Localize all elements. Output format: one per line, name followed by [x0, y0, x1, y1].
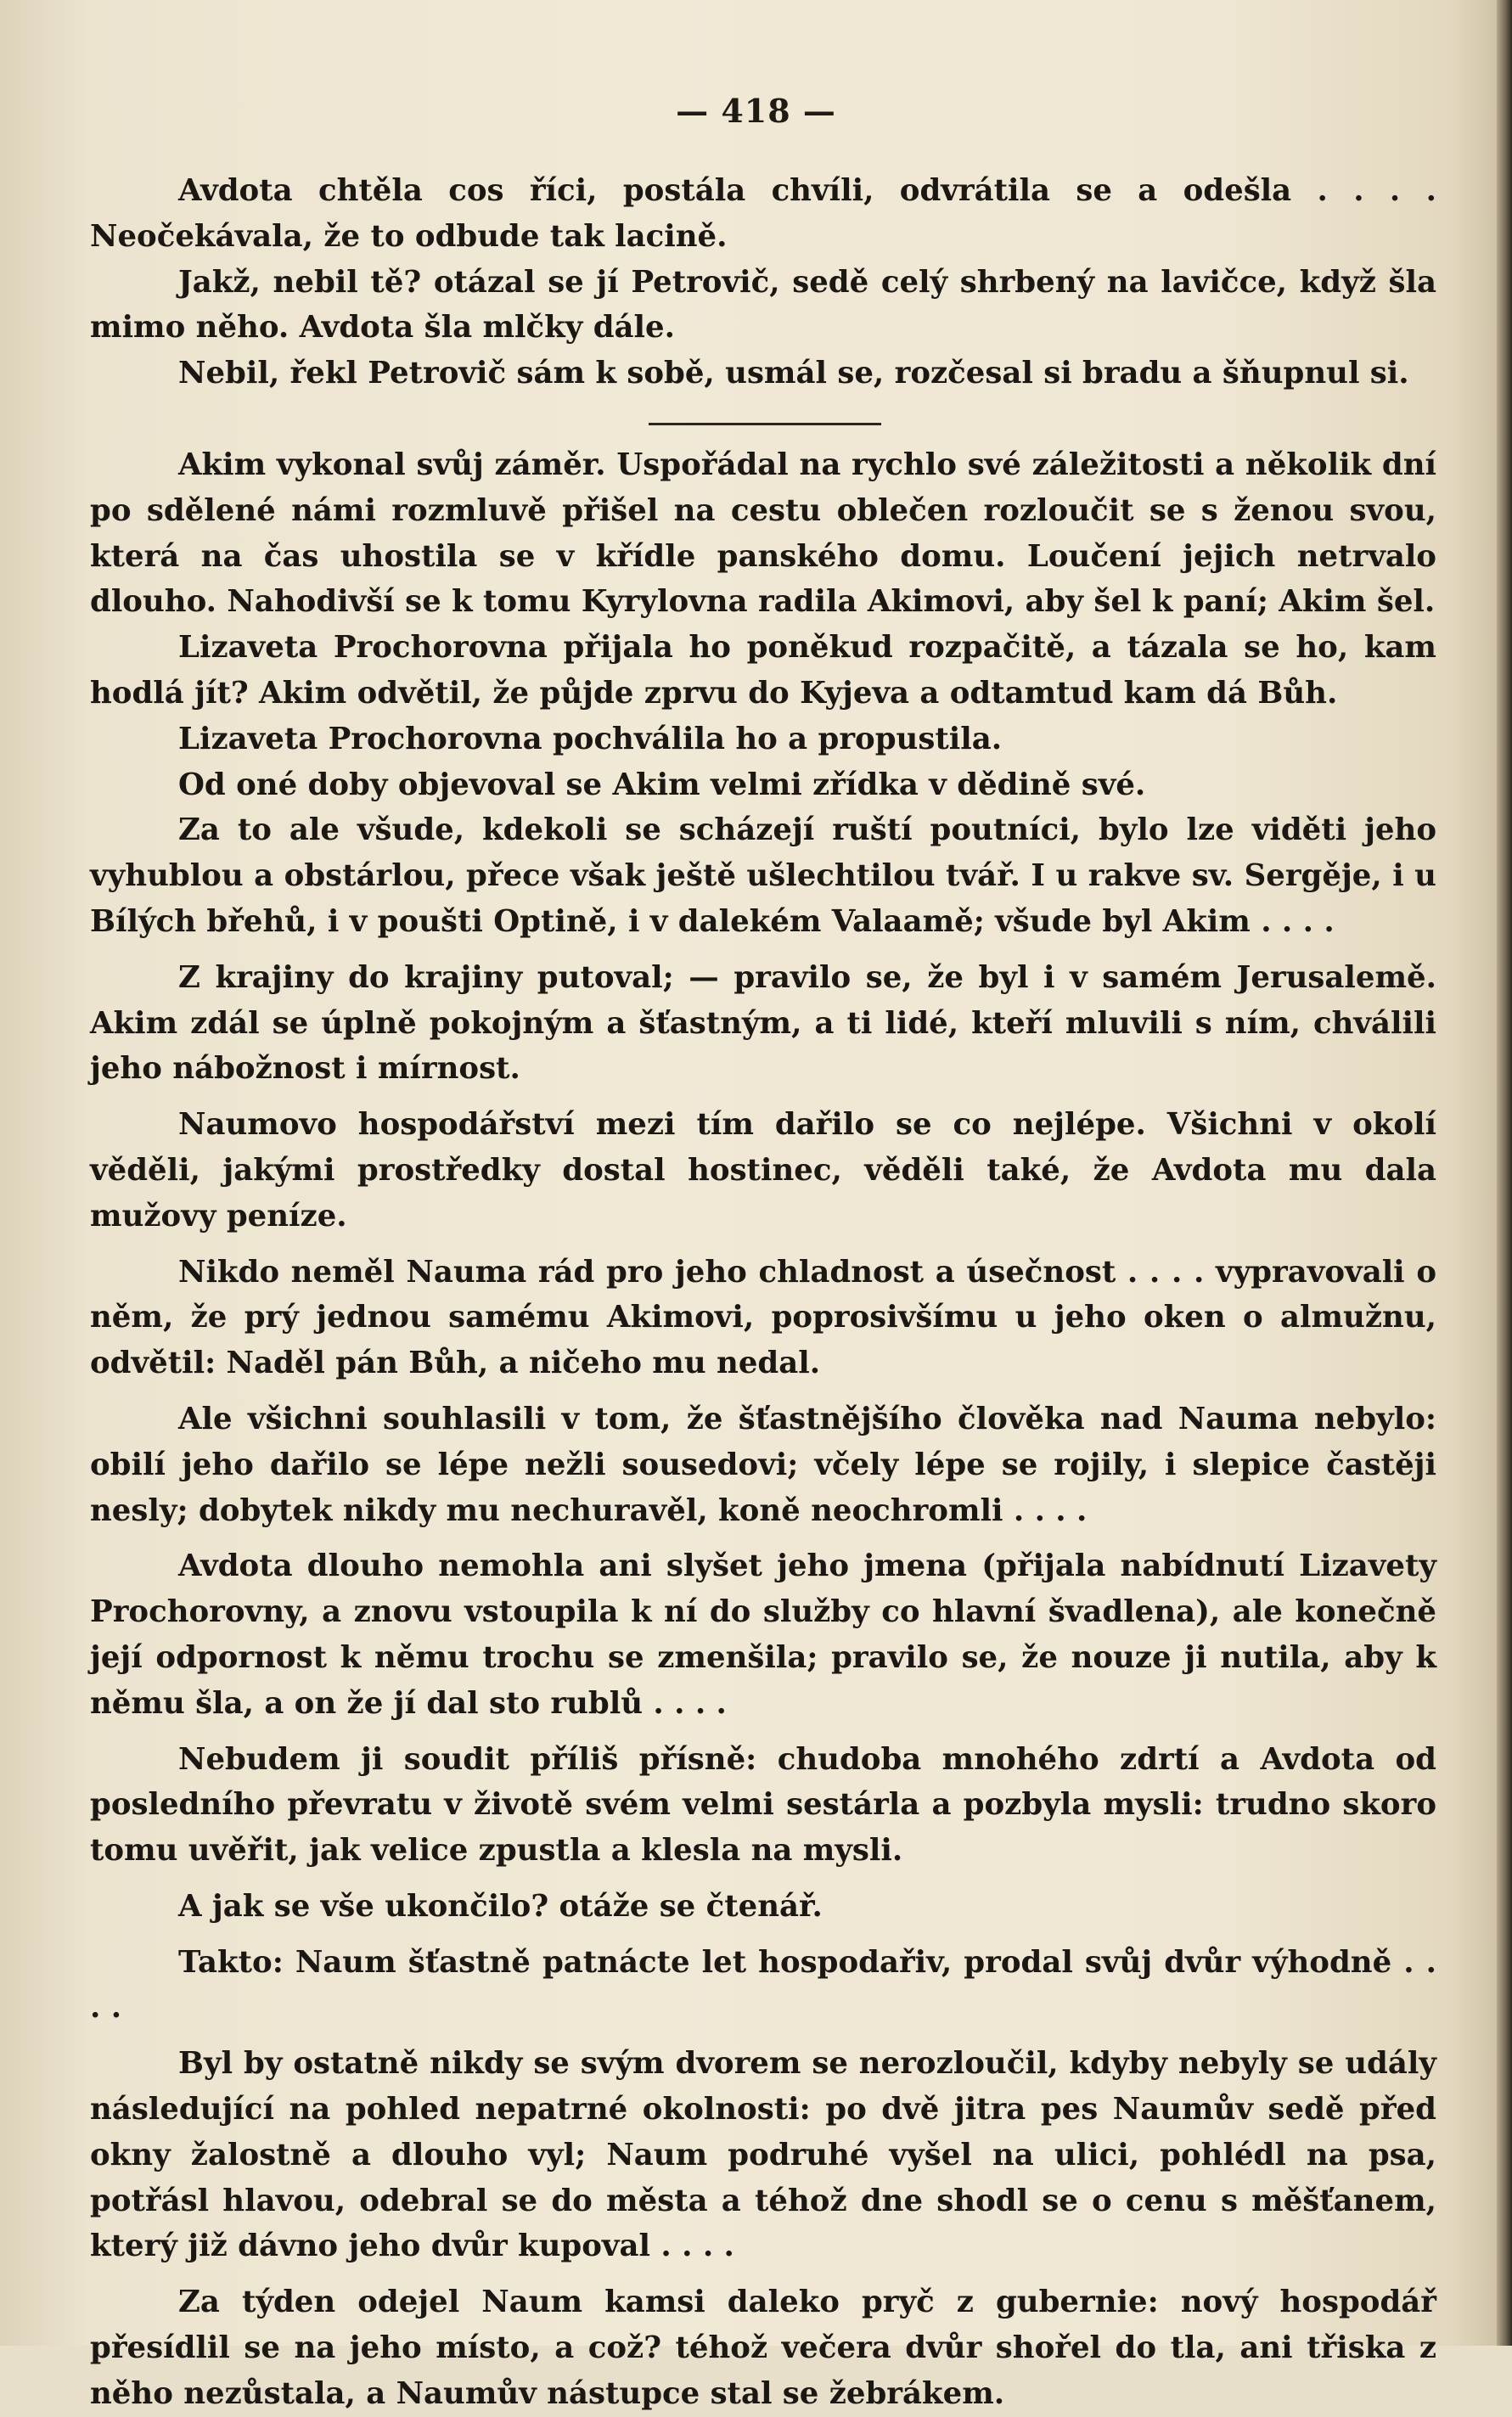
- paragraph: Avdota dlouho nemohla ani slyšet jeho jmena (přijala nabídnutí Lizavety Prochorovny, a znovu vstoupila k ní do služby co hlavní švadlena), ale konečně její odpornost k němu trochu se zmenšila; pravilo se, že nouze ji nutila, aby k němu šla, a on že jí dal sto rublů . . . .: [90, 1549, 1436, 1721]
- paragraph: Takto: Naum šťastně patnácte let hospodařiv, prodal svůj dvůr výhodně . . . .: [90, 1944, 1436, 2026]
- paragraph: A jak se vše ukončilo? otáže se čtenář.: [178, 1888, 823, 1924]
- paragraph: Jakž, nebil tě? otázal se jí Petrovič, sedě celý shrbený na lavičce, když šla mimo něho. Avdota šla mlčky dále.: [90, 264, 1436, 346]
- paragraph: Akim vykonal svůj záměr. Uspořádal na rychlo své záležitosti a několik dní po sdělené námi rozmluvě přišel na cestu oblečen rozloučit se s ženou svou, která na čas uhostila se v křídle panského domu. Loučení jejich netrvalo dlouho. Nahodivší se k tomu Kyrylovna radila Akimovi, aby šel k paní; Akim šel.: [90, 447, 1436, 620]
- paragraph: Lizaveta Prochorovna přijala ho poněkud rozpačitě, a tázala se ho, kam hodlá jít? Akim odvětil, že půjde zprvu do Kyjeva a odtamtud kam dá Bůh.: [90, 630, 1436, 711]
- paragraph: Avdota chtěla cos říci, postála chvíli, odvrátila se a odešla . . . . Neočekávala, že to odbude tak lacině.: [90, 173, 1436, 254]
- page-binding-edge: [1497, 0, 1512, 2346]
- paragraph: Byl by ostatně nikdy se svým dvorem se nerozloučil, kdyby nebyly se udály následující na pohled nepatrné okolnosti: po dvě jitra pes Naumův sedě před okny žalostně a dlouho vyl; Naum podruhé vyšel na ulici, pohlédl na psa, potřásl hlavou, odebral se do města a téhož dne shodl se o cenu s měšťanem, který již dávno jeho dvůr kupoval . . . .: [90, 2046, 1436, 2264]
- paragraph: Za to ale všude, kdekoli se scházejí ruští poutníci, bylo lze viděti jeho vyhublou a obstárlou, přece však ještě ušlechtilou tvář. I u rakve sv. Sergěje, i u Bílých břehů, i v poušti Optině, i v dalekém Valaamě; všude byl Akim . . . .: [90, 812, 1436, 939]
- paragraph: Z krajiny do krajiny putoval; — pravilo se, že byl i v samém Jerusalemě. Akim zdál se úplně pokojným a šťastným, a ti lidé, kteří mluvili s ním, chválili jeho nábožnost i mírnost.: [90, 959, 1436, 1087]
- paragraph: Od oné doby objevoval se Akim velmi zřídka v dědině své.: [178, 767, 1146, 802]
- page-text: [90, 168, 1436, 2417]
- paragraph: Za týden odejel Naum kamsi daleko pryč z gubernie: nový hospodář přesídlil se na jeho místo, a což? téhož večera dvůr shořel do tla, ani třiska z něho nezůstala, a Naumův nástupce stal se žebrákem.: [90, 2285, 1436, 2411]
- paragraph: Nebil, řekl Petrovič sám k sobě, usmál se, rozčesal si bradu a šňupnul si.: [178, 356, 1409, 391]
- paragraph: Ale všichni souhlasili v tom, že šťastnějšího člověka nad Nauma nebylo: obilí jeho dařilo se lépe nežli sousedovi; včely lépe se rojily, i slepice častěji nesly; dobytek nikdy mu nechuravěl, koně neochromli . . . .: [90, 1401, 1436, 1528]
- paragraph: Nebudem ji soudit příliš přísně: chudoba mnohého zdrtí a Avdota od posledního převratu v životě svém velmi sestárla a pozbyla mysli: trudno skoro tomu uvěřit, jak velice zpustla a klesla na mysli.: [90, 1741, 1436, 1869]
- paragraph: Naumovo hospodářství mezi tím dařilo se co nejlépe. Všichni v okolí věděli, jakými prostředky dostal hostinec, věděli také, že Avdota mu dala mužovy peníze.: [90, 1107, 1436, 1234]
- paragraph: Nikdo neměl Nauma rád pro jeho chladnost a úsečnost . . . . vypravovali o něm, že prý jednou samému Akimovi, poprosivšímu u jeho oken o almužnu, odvětil: Naděl pán Bůh, a ničeho mu nedal.: [90, 1254, 1436, 1381]
- paragraph: Lizaveta Prochorovna pochválila ho a propustila.: [178, 721, 1003, 756]
- page-number: — 418 —: [676, 92, 836, 130]
